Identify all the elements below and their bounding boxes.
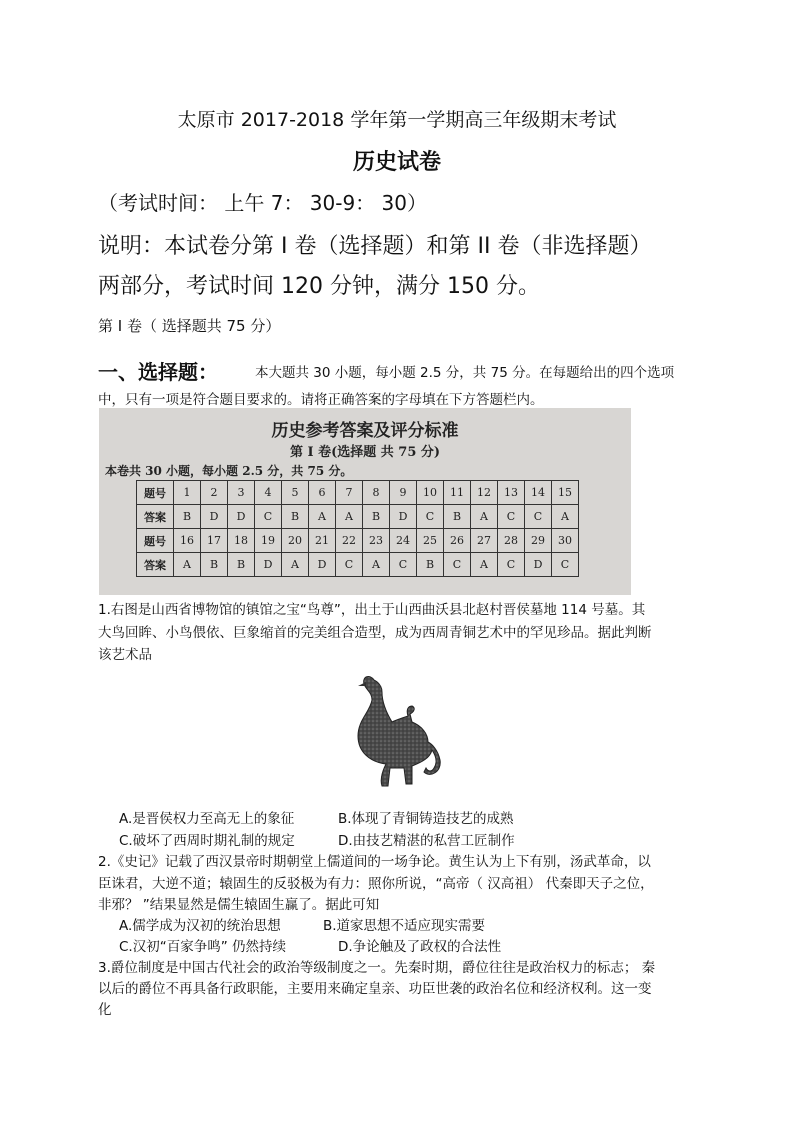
answer-table-row-header: 答案 <box>137 505 174 529</box>
answer-table-cell: 9 <box>390 481 417 505</box>
answer-table-cell: C <box>336 553 363 577</box>
answer-key-part: 第 I 卷(选择题 共 75 分) <box>289 445 441 460</box>
exam-subtitle: 历史试卷 <box>352 150 441 175</box>
answer-table-row <box>137 553 579 577</box>
answer-table-cell: D <box>309 553 336 577</box>
answer-table-cell: 26 <box>444 529 471 553</box>
answer-table-cell: 30 <box>552 529 579 553</box>
answer-table-cell: D <box>255 553 282 577</box>
exam-note-line1: 说明：本试卷分第 I 卷（选择题）和第 II 卷（非选择题） <box>98 234 652 259</box>
answer-table-cell: A <box>282 553 309 577</box>
answer-table-cell: B <box>363 505 390 529</box>
answer-table-cell: C <box>444 553 471 577</box>
answer-table-cell: A <box>309 505 336 529</box>
answer-table-cell: D <box>390 505 417 529</box>
answer-table-cell: 17 <box>201 529 228 553</box>
q1-option-c[interactable]: C.破坏了西周时期礼制的规定 <box>119 833 295 849</box>
answer-table-cell: D <box>201 505 228 529</box>
answer-table-cell: C <box>498 505 525 529</box>
answer-table-cell: 5 <box>282 481 309 505</box>
section-instructions-line2: 中，只有一项是符合题目要求的。请将正确答案的字母填在下方答题栏内。 <box>98 392 544 408</box>
answer-table-cell: A <box>336 505 363 529</box>
answer-table-cell: 13 <box>498 481 525 505</box>
answer-table-cell: 24 <box>390 529 417 553</box>
answer-table-cell: 29 <box>525 529 552 553</box>
answer-table-cell: 6 <box>309 481 336 505</box>
answer-table-cell: 15 <box>552 481 579 505</box>
answer-table-cell: B <box>282 505 309 529</box>
answer-table-cell: 19 <box>255 529 282 553</box>
answer-table-cell: D <box>525 553 552 577</box>
answer-table-cell: A <box>552 505 579 529</box>
answer-table-row <box>137 505 579 529</box>
answer-table-cell: 25 <box>417 529 444 553</box>
answer-key-image <box>99 408 631 595</box>
answer-table-cell: A <box>471 553 498 577</box>
q1-option-d[interactable]: D.由技艺精湛的私营工匠制作 <box>338 833 515 849</box>
answer-table-cell: 4 <box>255 481 282 505</box>
q2-option-d[interactable]: D.争论触及了政权的合法性 <box>338 939 502 955</box>
answer-table-cell: 11 <box>444 481 471 505</box>
q1-option-b[interactable]: B.体现了青铜铸造技艺的成熟 <box>338 811 514 827</box>
answer-key-table <box>136 480 579 577</box>
answer-table-cell: 7 <box>336 481 363 505</box>
answer-table-cell: 8 <box>363 481 390 505</box>
answer-table-row <box>137 529 579 553</box>
answer-key-title: 历史参考答案及评分标准 <box>271 421 459 441</box>
answer-table-cell: C <box>498 553 525 577</box>
answer-table-cell: A <box>471 505 498 529</box>
answer-table-cell: 3 <box>228 481 255 505</box>
answer-table-cell: 12 <box>471 481 498 505</box>
section-instructions-line1: 本大题共 30 小题，每小题 2.5 分，共 75 分。在每题给出的四个选项 <box>255 365 675 381</box>
exam-title: 太原市 2017-2018 学年第一学期高三年级期末考试 <box>177 109 617 131</box>
q3-stem-line2: 以后的爵位不再具备行政职能，主要用来确定皇亲、功臣世袭的政治名位和经济权利。这一变 <box>98 981 652 997</box>
answer-key-note: 本卷共 30 小题，每小题 2.5 分，共 75 分。 <box>105 464 353 478</box>
answer-table-cell: 10 <box>417 481 444 505</box>
answer-table-cell: 22 <box>336 529 363 553</box>
answer-table-cell: B <box>201 553 228 577</box>
answer-table-cell: 21 <box>309 529 336 553</box>
answer-table-cell: C <box>525 505 552 529</box>
exam-note-line2: 两部分，考试时间 120 分钟，满分 150 分。 <box>98 274 540 299</box>
answer-table-cell: D <box>228 505 255 529</box>
q1-stem-line3: 该艺术品 <box>98 647 152 663</box>
q1-option-a[interactable]: A.是晋侯权力至高无上的象征 <box>119 811 295 827</box>
q2-stem-line2: 臣诛君，大逆不道；辕固生的反驳极为有力：照你所说，“高帝（ 汉高祖） 代秦即天子之位， <box>98 876 654 892</box>
answer-table-cell: 18 <box>228 529 255 553</box>
q1-stem-line1: 1.右图是山西省博物馆的镇馆之宝“鸟尊”，出土于山西曲沃县北赵村晋侯墓地 114 号墓。其 <box>98 602 646 618</box>
part1-label: 第 I 卷（ 选择题共 75 分） <box>98 317 281 335</box>
answer-table-cell: C <box>417 505 444 529</box>
bird-zun-artifact-image <box>352 672 442 790</box>
answer-table-row-header: 题号 <box>137 481 174 505</box>
answer-table-cell: B <box>417 553 444 577</box>
q2-option-a[interactable]: A.儒学成为汉初的统治思想 <box>119 918 281 934</box>
answer-table-cell: C <box>390 553 417 577</box>
answer-table-cell: 14 <box>525 481 552 505</box>
answer-table-cell: C <box>255 505 282 529</box>
q3-stem-line1: 3.爵位制度是中国古代社会的政治等级制度之一。先秦时期，爵位往往是政治权力的标志； 秦 <box>98 960 656 976</box>
q2-stem-line1: 2.《史记》记载了西汉景帝时期朝堂上儒道间的一场争论。黄生认为上下有别，汤武革命，以 <box>98 854 651 870</box>
answer-table-cell: 1 <box>174 481 201 505</box>
answer-table-row-header: 答案 <box>137 553 174 577</box>
answer-table-row-header: 题号 <box>137 529 174 553</box>
answer-table-cell: 16 <box>174 529 201 553</box>
q1-stem-line2: 大鸟回眸、小鸟偎依、巨象缩首的完美组合造型，成为西周青铜艺术中的罕见珍品。据此判断 <box>98 625 652 641</box>
section-heading: 一、选择题： <box>98 360 218 384</box>
q3-stem-line3: 化 <box>98 1002 112 1018</box>
answer-table-cell: B <box>174 505 201 529</box>
answer-table-cell: B <box>228 553 255 577</box>
answer-table-row <box>137 481 579 505</box>
q2-option-b[interactable]: B.道家思想不适应现实需要 <box>323 918 486 934</box>
q2-option-c[interactable]: C.汉初“百家争鸣” 仍然持续 <box>119 939 286 955</box>
answer-table-cell: A <box>174 553 201 577</box>
answer-table-cell: 28 <box>498 529 525 553</box>
answer-table-cell: B <box>444 505 471 529</box>
answer-table-cell: A <box>363 553 390 577</box>
q2-stem-line3: 非邪？ ”结果显然是儒生辕固生赢了。据此可知 <box>98 897 380 913</box>
answer-table-cell: 27 <box>471 529 498 553</box>
answer-table-cell: 23 <box>363 529 390 553</box>
exam-time: （考试时间： 上午 7： 30-9： 30） <box>98 191 427 215</box>
answer-table-cell: 2 <box>201 481 228 505</box>
answer-table-cell: 20 <box>282 529 309 553</box>
answer-table-cell: C <box>552 553 579 577</box>
